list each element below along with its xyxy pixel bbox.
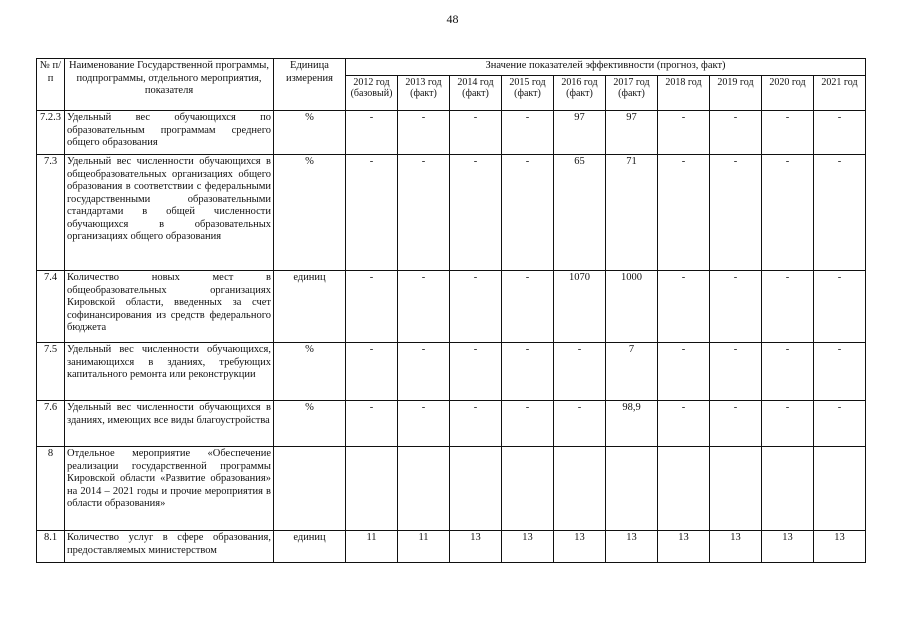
row-num: 7.4 — [37, 271, 65, 343]
header-year: 2012 год (базовый) — [346, 76, 398, 111]
row-num: 7.5 — [37, 343, 65, 401]
row-value: - — [502, 155, 554, 271]
row-value: - — [398, 343, 450, 401]
row-num: 7.6 — [37, 401, 65, 447]
row-name: Количество услуг в сфере образования, предоставляемых министерством — [65, 531, 274, 563]
row-name: Удельный вес численности обучающихся в зданиях, имеющих все виды благоустройства — [65, 401, 274, 447]
row-value — [554, 447, 606, 531]
row-name: Удельный вес численности обучающихся в общеобразовательных организациях общего образования в соответствии с федеральными государственными образовательными стандартами в общей численности обучающихся в образовательных организациях общего образования — [65, 155, 274, 271]
row-unit: % — [274, 401, 346, 447]
row-value — [398, 447, 450, 531]
row-value — [606, 447, 658, 531]
row-value: - — [762, 271, 814, 343]
row-value: - — [554, 401, 606, 447]
row-value: - — [346, 271, 398, 343]
row-value: 13 — [658, 531, 710, 563]
row-unit: % — [274, 155, 346, 271]
row-value: 1000 — [606, 271, 658, 343]
row-value: - — [710, 111, 762, 155]
header-values: Значение показателей эффективности (прогноз, факт) — [346, 59, 866, 76]
row-num: 7.3 — [37, 155, 65, 271]
row-value: 13 — [450, 531, 502, 563]
table-row — [37, 531, 866, 563]
row-value — [814, 447, 866, 531]
row-value: 13 — [762, 531, 814, 563]
table-row — [37, 401, 866, 447]
row-value — [450, 447, 502, 531]
row-value: - — [814, 401, 866, 447]
header-year: 2016 год (факт) — [554, 76, 606, 111]
row-value: - — [710, 401, 762, 447]
row-value: - — [658, 401, 710, 447]
row-value: - — [658, 271, 710, 343]
row-value: - — [762, 111, 814, 155]
table-row — [37, 343, 866, 401]
header-year: 2017 год (факт) — [606, 76, 658, 111]
row-value: - — [450, 343, 502, 401]
row-value: - — [710, 271, 762, 343]
row-value: 97 — [554, 111, 606, 155]
table-row — [37, 155, 866, 271]
row-value: 13 — [814, 531, 866, 563]
row-value: 97 — [606, 111, 658, 155]
row-value: 11 — [346, 531, 398, 563]
row-value: 13 — [502, 531, 554, 563]
row-name: Количество новых мест в общеобразовательных организациях Кировской области, введенных за счет софинансирования из средств федерального бюджета — [65, 271, 274, 343]
row-value — [502, 447, 554, 531]
row-value: - — [450, 111, 502, 155]
row-value — [710, 447, 762, 531]
row-value: - — [346, 343, 398, 401]
header-year: 2015 год (факт) — [502, 76, 554, 111]
row-value: - — [814, 111, 866, 155]
row-value: - — [346, 401, 398, 447]
row-value: - — [346, 155, 398, 271]
row-unit — [274, 447, 346, 531]
row-unit: % — [274, 111, 346, 155]
page-number: 48 — [446, 12, 459, 26]
row-value: - — [762, 343, 814, 401]
row-value: - — [398, 271, 450, 343]
row-num: 8.1 — [37, 531, 65, 563]
table-row — [37, 447, 866, 531]
header-year: 2019 год — [710, 76, 762, 111]
header-year: 2013 год (факт) — [398, 76, 450, 111]
row-name: Удельный вес численности обучающихся, занимающихся в зданиях, требующих капитального ремонта или реконструкции — [65, 343, 274, 401]
row-value: - — [502, 343, 554, 401]
row-value: 13 — [606, 531, 658, 563]
row-value: - — [814, 343, 866, 401]
row-num: 8 — [37, 447, 65, 531]
row-value: 71 — [606, 155, 658, 271]
row-value: - — [450, 401, 502, 447]
row-value — [346, 447, 398, 531]
row-value: 13 — [554, 531, 606, 563]
row-value: - — [710, 155, 762, 271]
indicators-table — [36, 58, 866, 563]
header-year: 2018 год — [658, 76, 710, 111]
row-value: - — [814, 271, 866, 343]
row-unit: % — [274, 343, 346, 401]
header-unit: Единица измерения — [274, 59, 346, 111]
row-value: - — [502, 111, 554, 155]
row-value: - — [346, 111, 398, 155]
row-value: - — [450, 271, 502, 343]
header-year: 2021 год — [814, 76, 866, 111]
row-unit: единиц — [274, 531, 346, 563]
row-num: 7.2.3 — [37, 111, 65, 155]
row-value: - — [658, 111, 710, 155]
row-value: - — [398, 155, 450, 271]
row-value: - — [502, 401, 554, 447]
row-value: - — [398, 111, 450, 155]
header-row-top — [37, 59, 866, 76]
row-value: - — [554, 343, 606, 401]
table-row — [37, 271, 866, 343]
row-value: 7 — [606, 343, 658, 401]
header-num: № п/п — [37, 59, 65, 111]
row-value: - — [710, 343, 762, 401]
row-value: - — [762, 155, 814, 271]
header-name: Наименование Государственной программы, подпрограммы, отдельного мероприятия, показателя — [65, 59, 274, 111]
row-name: Удельный вес обучающихся по образовательным программам среднего общего образования — [65, 111, 274, 155]
row-value — [762, 447, 814, 531]
row-value: - — [814, 155, 866, 271]
row-value — [658, 447, 710, 531]
row-value: - — [658, 343, 710, 401]
table-row — [37, 111, 866, 155]
row-value: - — [658, 155, 710, 271]
row-value: 11 — [398, 531, 450, 563]
row-value: 13 — [710, 531, 762, 563]
header-year: 2014 год (факт) — [450, 76, 502, 111]
row-value: 1070 — [554, 271, 606, 343]
row-value: - — [762, 401, 814, 447]
row-value: - — [502, 271, 554, 343]
row-value: - — [398, 401, 450, 447]
header-year: 2020 год — [762, 76, 814, 111]
row-value: 65 — [554, 155, 606, 271]
row-value: - — [450, 155, 502, 271]
row-value: 98,9 — [606, 401, 658, 447]
row-unit: единиц — [274, 271, 346, 343]
row-name: Отдельное мероприятие «Обеспечение реализации государственной программы Кировской области «Развитие образования» на 2014 – 2021 годы и прочие мероприятия в области образования» — [65, 447, 274, 531]
